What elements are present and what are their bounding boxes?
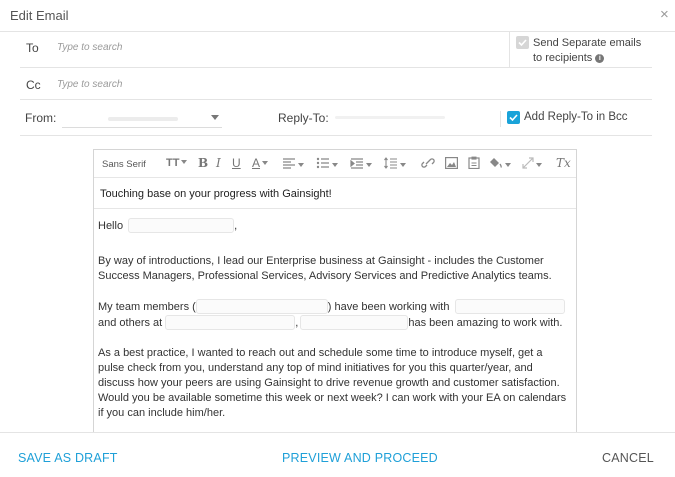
chevron-down-icon bbox=[332, 163, 338, 167]
font-family-select[interactable] bbox=[102, 158, 146, 172]
reply-to-input[interactable] bbox=[335, 116, 445, 119]
body-text: has been amazing to work with. bbox=[408, 317, 563, 329]
line-height-button[interactable] bbox=[384, 157, 406, 172]
body-line bbox=[98, 299, 565, 315]
text-color-icon: A bbox=[252, 156, 261, 170]
chevron-down-icon bbox=[366, 163, 372, 167]
to-input[interactable]: Type to search bbox=[57, 42, 123, 53]
cancel-button[interactable]: CANCEL bbox=[602, 451, 654, 465]
add-bcc-label: Add Reply-To in Bcc bbox=[524, 111, 628, 123]
fill-color-button[interactable] bbox=[489, 157, 511, 172]
body-text: and others at bbox=[98, 317, 163, 329]
clipboard-icon bbox=[468, 156, 480, 169]
align-button[interactable] bbox=[282, 157, 304, 172]
cc-input[interactable]: Type to search bbox=[57, 79, 123, 90]
body-line: By way of introductions, I lead our Enterprise business at Gainsight - includes the Customer bbox=[98, 255, 544, 267]
info-icon[interactable]: i bbox=[595, 54, 604, 63]
chevron-down-icon bbox=[536, 163, 542, 167]
body-line bbox=[98, 218, 237, 234]
to-row bbox=[20, 32, 652, 68]
list-button[interactable] bbox=[316, 157, 338, 172]
link-icon bbox=[421, 157, 435, 169]
paint-bucket-icon bbox=[489, 157, 503, 169]
text-size-icon: TT bbox=[166, 157, 180, 169]
link-button[interactable] bbox=[421, 157, 435, 172]
email-subject[interactable]: Touching base on your progress with Gainsight! bbox=[94, 178, 576, 209]
chevron-down-icon bbox=[262, 161, 268, 165]
greeting-text: Hello bbox=[98, 220, 124, 232]
redacted-name bbox=[165, 315, 295, 330]
paste-button[interactable] bbox=[468, 156, 480, 172]
image-button[interactable] bbox=[445, 157, 458, 172]
body-line: if you can include him/her. bbox=[98, 407, 226, 419]
text-color-button[interactable] bbox=[252, 156, 268, 170]
chevron-down-icon bbox=[211, 115, 219, 120]
from-select[interactable] bbox=[62, 110, 222, 128]
editor-toolbar bbox=[94, 150, 576, 178]
send-separate-line2: to recipients bbox=[533, 52, 593, 64]
body-line: pulse check from you, understand any top of mind initiatives for you this quarter/year, and bbox=[98, 362, 533, 374]
indent-icon bbox=[350, 157, 364, 169]
redacted-names bbox=[196, 299, 328, 314]
image-icon bbox=[445, 157, 458, 169]
redacted-from-value bbox=[108, 117, 178, 121]
from-row bbox=[20, 100, 652, 136]
body-text: , bbox=[295, 317, 299, 329]
chevron-down-icon bbox=[181, 160, 187, 164]
body-text: My team members ( bbox=[98, 301, 196, 313]
send-separate-label bbox=[533, 36, 641, 66]
expand-icon bbox=[522, 157, 534, 169]
bullet-list-icon bbox=[316, 157, 330, 169]
bold-button[interactable]: B bbox=[198, 156, 209, 170]
clear-format-button[interactable]: Tx bbox=[556, 156, 571, 170]
close-icon[interactable]: × bbox=[660, 6, 669, 23]
redacted-name bbox=[128, 218, 234, 233]
divider bbox=[509, 32, 510, 68]
body-line: Would you be available sometime this week or next week? I can work with your EA on calendars bbox=[98, 392, 567, 404]
body-line: As a best practice, I wanted to reach out and schedule some time to introduce myself, get a bbox=[98, 347, 543, 359]
chevron-down-icon bbox=[400, 163, 406, 167]
body-line: Success Managers, Professional Services, Advisory Services and Predictive Analytics teams. bbox=[98, 270, 552, 282]
body-line bbox=[98, 315, 562, 331]
body-text: ) have been working with bbox=[327, 301, 450, 313]
dialog-footer bbox=[0, 432, 675, 477]
send-separate-line1: Send Separate emails bbox=[533, 37, 642, 49]
reply-to-label: Reply-To: bbox=[278, 111, 329, 125]
chevron-down-icon bbox=[505, 163, 511, 167]
font-size-select[interactable] bbox=[166, 156, 187, 170]
italic-button[interactable]: I bbox=[216, 156, 221, 170]
send-separate-checkbox[interactable] bbox=[516, 36, 529, 49]
cc-label: Cc bbox=[26, 78, 41, 92]
underline-button[interactable]: U bbox=[232, 156, 241, 170]
save-draft-button[interactable]: SAVE AS DRAFT bbox=[18, 451, 118, 465]
divider bbox=[500, 111, 501, 127]
greeting-comma: , bbox=[234, 220, 238, 232]
to-label: To bbox=[26, 41, 39, 55]
line-height-icon bbox=[384, 157, 398, 169]
redacted-company bbox=[455, 299, 565, 314]
preview-proceed-button[interactable]: PREVIEW AND PROCEED bbox=[282, 451, 438, 465]
cc-row bbox=[20, 68, 652, 100]
font-family-label: Sans Serif bbox=[102, 159, 146, 170]
send-separate-line2-wrap bbox=[533, 51, 641, 66]
redacted-name bbox=[300, 315, 408, 330]
dialog-title: Edit Email bbox=[10, 8, 69, 23]
dialog-header bbox=[0, 0, 675, 32]
email-editor bbox=[93, 149, 577, 439]
body-line: discuss how your peers are using Gainsight to drive revenue growth and customer satisfaction. bbox=[98, 377, 560, 389]
from-label: From: bbox=[25, 111, 57, 125]
add-bcc-checkbox[interactable] bbox=[507, 111, 520, 124]
chevron-down-icon bbox=[298, 163, 304, 167]
align-left-icon bbox=[282, 157, 296, 169]
indent-button[interactable] bbox=[350, 157, 372, 172]
fullscreen-button[interactable] bbox=[522, 157, 542, 172]
